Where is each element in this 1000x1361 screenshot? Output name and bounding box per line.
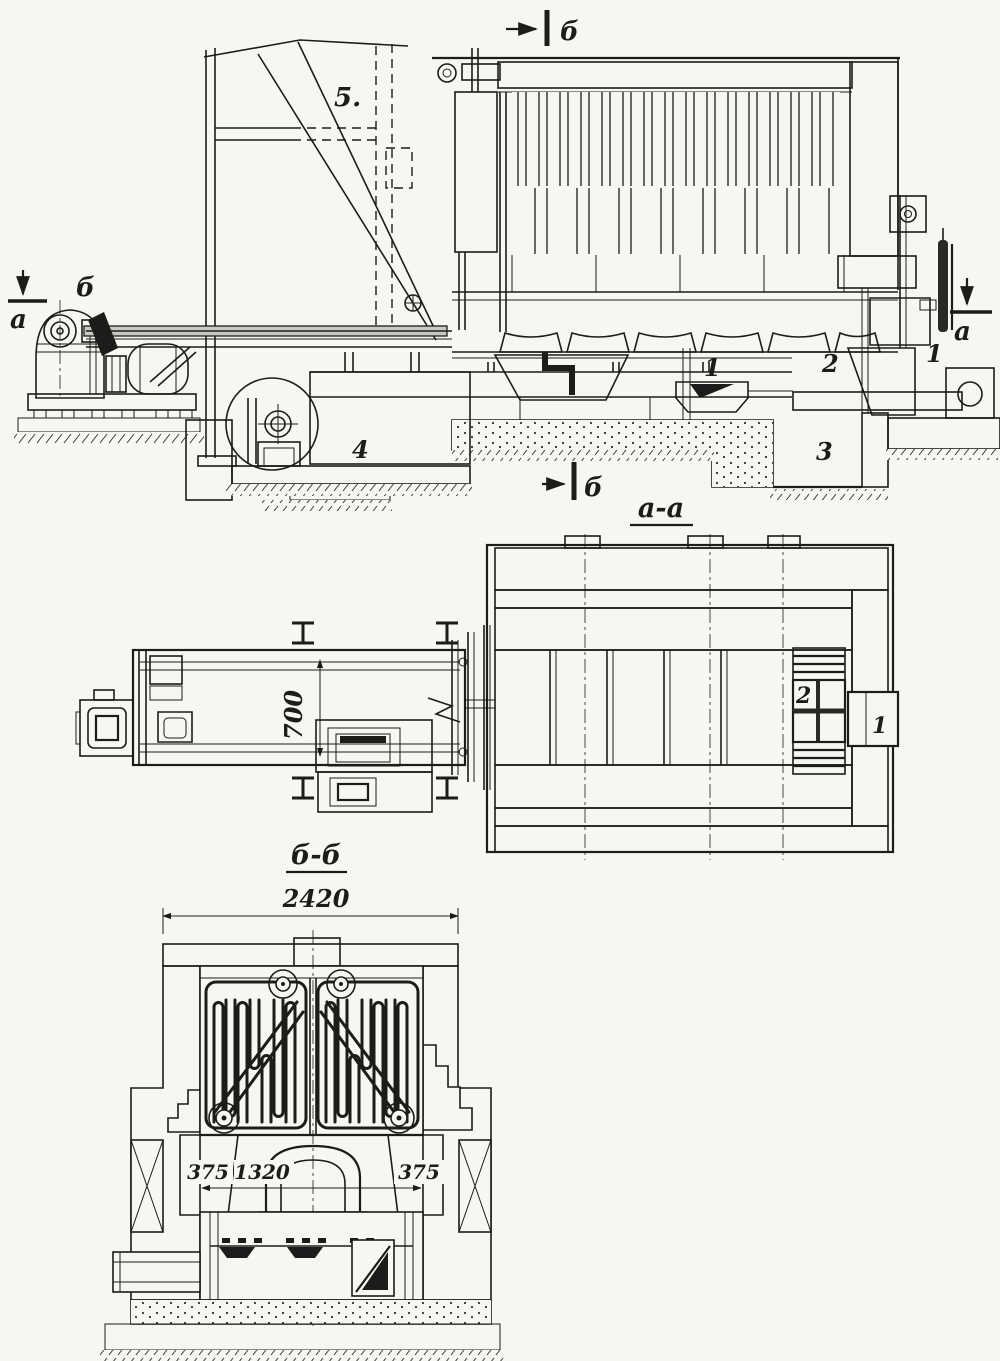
plan-label-2: 2: [796, 683, 812, 709]
roof-insulation: [498, 62, 852, 88]
dim-2420: [163, 884, 458, 934]
drive-label-b: б: [76, 273, 95, 303]
cut-label-a-left: а: [10, 305, 27, 335]
dim-700-text: 700: [279, 689, 308, 740]
foundations: [14, 413, 1000, 511]
left-wall-steps: [168, 1090, 200, 1132]
part-label-chute: 5.: [334, 83, 362, 113]
door-pulley-icon: [900, 206, 916, 222]
work-tray: [500, 333, 562, 352]
work-tray: [567, 333, 629, 352]
cut-label-b-bottom: б: [584, 473, 603, 503]
right-wall: [423, 966, 491, 1300]
plan-label-1: 1: [872, 713, 888, 739]
charge-table-plan: [76, 623, 465, 812]
furnace-plan: [487, 534, 898, 860]
dim-2420-text: 2420: [282, 884, 350, 913]
fan-casing: [310, 372, 470, 464]
part-label-2-chamber: 2: [822, 349, 839, 378]
dim-375-right: 375: [398, 1160, 440, 1184]
section-aa-title-text: а-а: [637, 493, 685, 524]
dim-1320: 1320: [234, 1160, 290, 1184]
foundation-rubble: [105, 1324, 500, 1350]
anchor-post-icon: [436, 623, 458, 643]
section-bb-title-text: б-б: [290, 840, 342, 871]
furnace-door: [938, 240, 948, 332]
pusher-bar: [793, 392, 962, 410]
section-cut-marker-bottom: [542, 462, 603, 503]
view-plan-section-aa: [76, 534, 898, 860]
roof-slab: [163, 944, 458, 966]
view-longitudinal-section: [8, 10, 1000, 525]
door-sill-insulation: [838, 256, 916, 288]
section-bb-title: [286, 840, 347, 872]
anchor-post-icon: [292, 623, 314, 643]
furnace-body: [352, 48, 916, 466]
anchor-post-icon: [292, 778, 314, 798]
roof-pulley-icon: [438, 64, 456, 82]
part-label-1-door: 1: [926, 339, 943, 368]
flue-duct: [113, 1252, 200, 1292]
electric-motor: [128, 344, 188, 394]
section-cut-marker-top: [506, 10, 579, 47]
section-aa-title: [630, 493, 693, 525]
drive-unit: [8, 270, 447, 418]
muffle-boxes: [512, 188, 840, 254]
charging-chute: [198, 40, 436, 466]
work-tray: [634, 333, 696, 352]
dim-700: [279, 660, 320, 756]
anchor-post-icon: [436, 778, 458, 798]
fan-unit: [226, 372, 470, 470]
dims-375-1320-375: [186, 1160, 444, 1188]
work-tray: [701, 333, 763, 352]
part-label-1-tray: 1: [704, 353, 721, 382]
hopper: [495, 355, 628, 400]
part-label-3-pit: 3: [816, 437, 833, 466]
ground-hatch: [100, 1350, 505, 1361]
part-label-4-fan: 4: [352, 435, 369, 464]
view-cross-section-bb: [100, 840, 505, 1361]
work-tray: [835, 333, 880, 352]
left-wall: [131, 966, 200, 1300]
heating-element-hangers: [512, 92, 840, 186]
work-tray: [768, 333, 830, 352]
cut-label-b-top: б: [560, 17, 579, 47]
front-wall: [455, 92, 497, 252]
dim-375-left: 375: [187, 1160, 229, 1184]
cut-label-a-right: а: [954, 317, 971, 347]
